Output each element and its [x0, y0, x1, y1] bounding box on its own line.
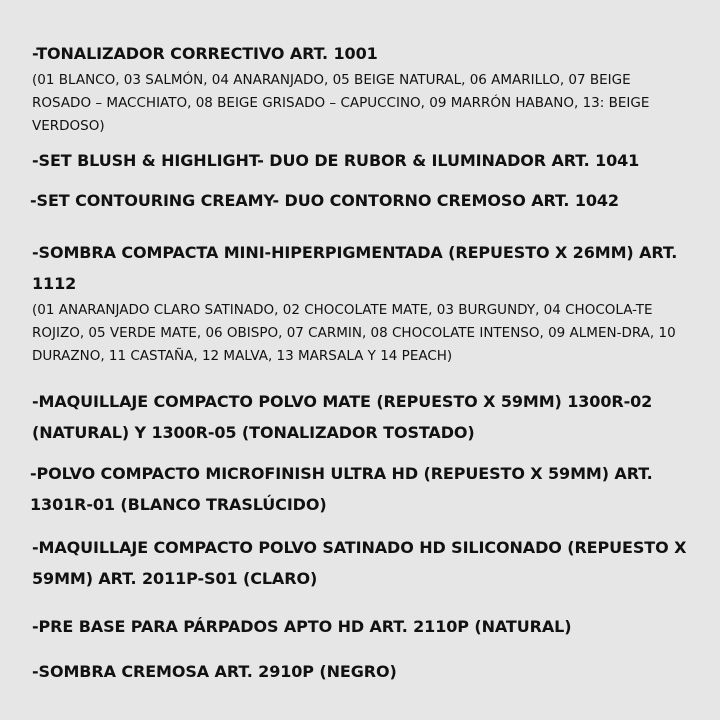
item-heading: -SET CONTOURING CREAMY- DUO CONTORNO CREMOSO ART. 1042 — [30, 191, 619, 210]
item-maquillaje-mate — [32, 386, 690, 448]
item-polvo-microfinish — [30, 458, 690, 520]
item-maquillaje-satinado — [32, 532, 690, 594]
item-heading: -PRE BASE PARA PÁRPADOS APTO HD ART. 2110P (NATURAL) — [32, 617, 572, 636]
item-heading: -TONALIZADOR CORRECTIVO ART. 1001 — [32, 44, 378, 63]
item-sombra-cremosa — [32, 656, 690, 687]
item-heading: -MAQUILLAJE COMPACTO POLVO MATE (REPUESTO X 59MM) 1300R-02 (NATURAL) Y 1300R-05 (TONALIZADOR TOSTADO) — [32, 392, 653, 442]
item-heading: -SOMBRA CREMOSA ART. 2910P (NEGRO) — [32, 662, 397, 681]
item-heading: -POLVO COMPACTO MICROFINISH ULTRA HD (REPUESTO X 59MM) ART. 1301R-01 (BLANCO TRASLÚCIDO) — [30, 464, 653, 514]
item-tonalizador — [32, 38, 690, 138]
item-heading: -SOMBRA COMPACTA MINI-HIPERPIGMENTADA (REPUESTO X 26MM) ART. 1112 — [32, 243, 678, 293]
item-pre-base — [32, 611, 690, 642]
item-set-blush — [32, 145, 690, 176]
item-sombra-compacta — [32, 237, 690, 368]
item-detail: (01 ANARANJADO CLARO SATINADO, 02 CHOCOLATE MATE, 03 BURGUNDY, 04 CHOCOLA-TE ROJIZO, 05 VERDE MATE, 06 OBISPO, 07 CARMIN, 08 CHOCOLATE INTENSO, 09 ALMEN-DRA, 10 DURAZNO, 11 CASTAÑA, 12 MALVA, 13 MARSALA Y 14 PEACH) — [32, 302, 676, 364]
item-heading: -SET BLUSH & HIGHLIGHT- DUO DE RUBOR & ILUMINADOR ART. 1041 — [32, 151, 640, 170]
item-set-contouring — [30, 185, 690, 216]
item-heading: -MAQUILLAJE COMPACTO POLVO SATINADO HD SILICONADO (REPUESTO X 59MM) ART. 2011P-S01 (CLARO) — [32, 538, 687, 588]
item-detail: (01 BLANCO, 03 SALMÓN, 04 ANARANJADO, 05 BEIGE NATURAL, 06 AMARILLO, 07 BEIGE ROSADO – MACCHIATO, 08 BEIGE GRISADO – CAPUCCINO, 09 MARRÓN HABANO, 13: BEIGE VERDOSO) — [32, 72, 650, 134]
